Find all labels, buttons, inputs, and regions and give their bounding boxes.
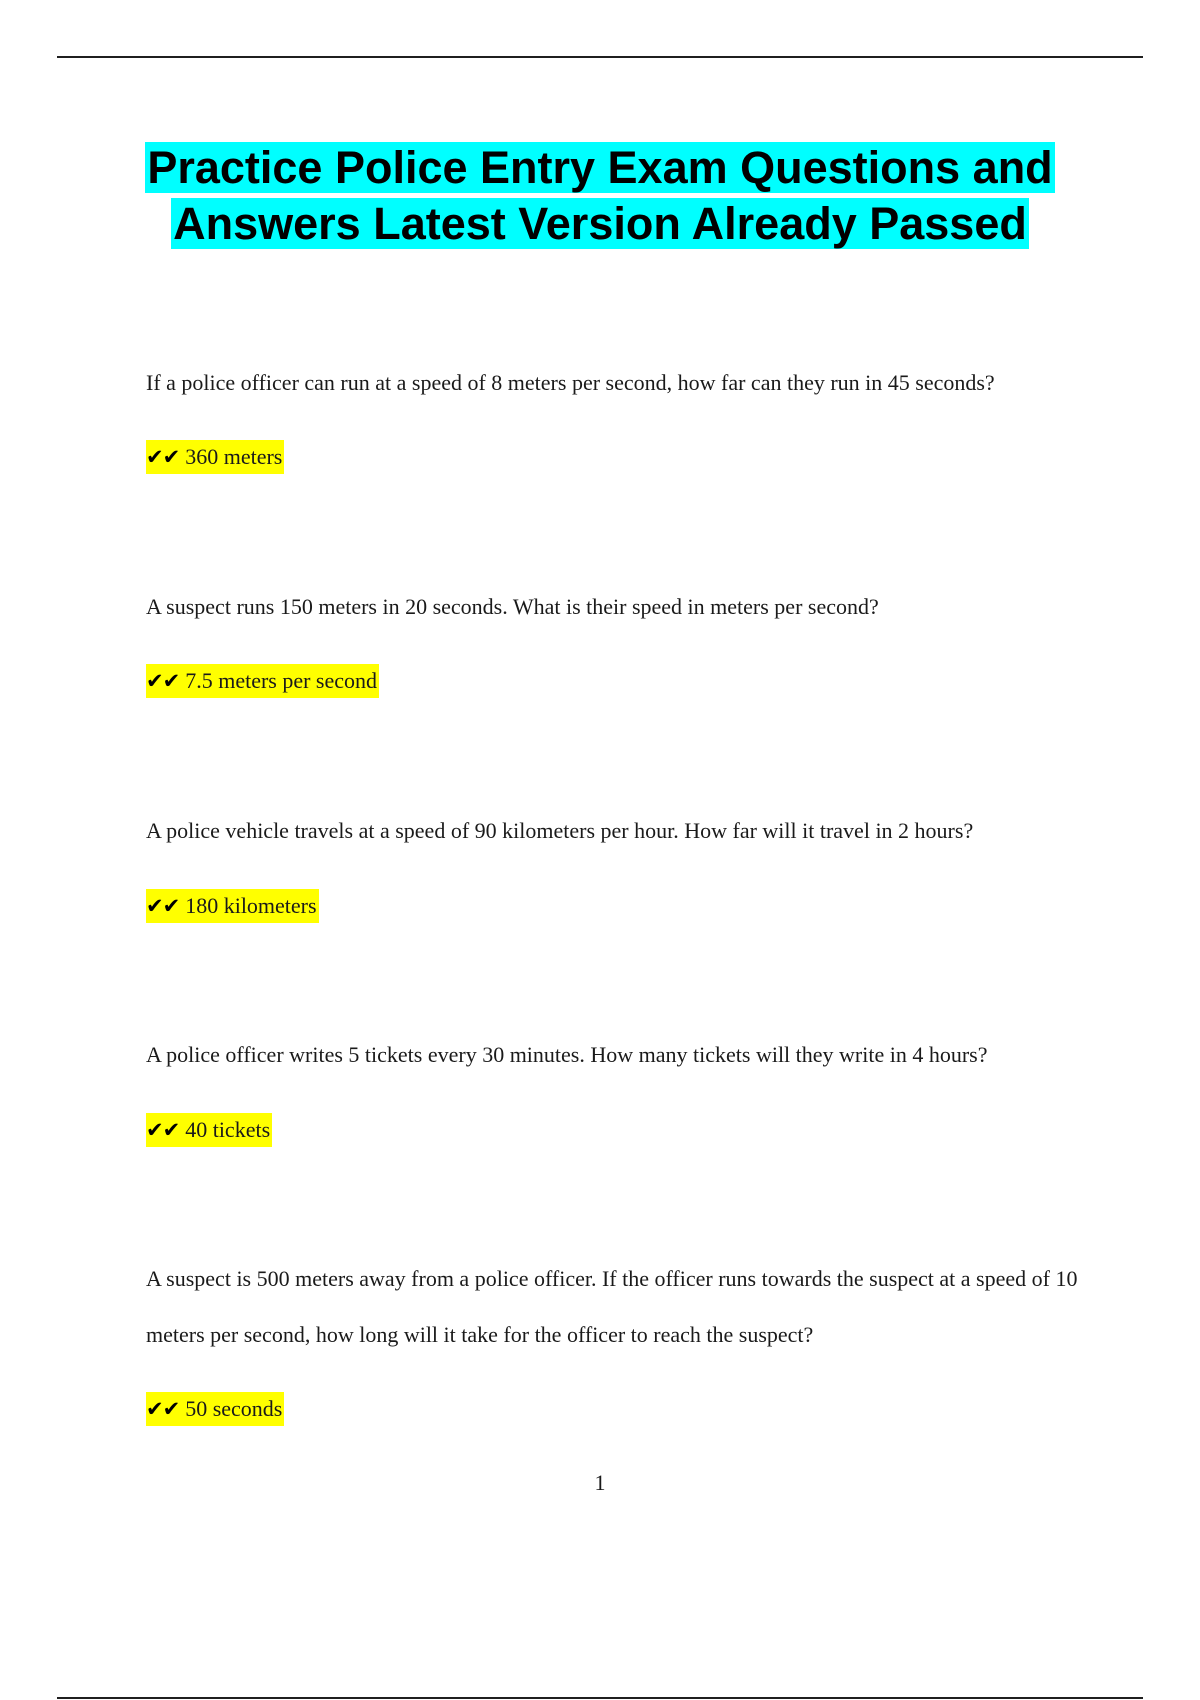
double-check-icon: ✔✔ xyxy=(146,445,180,469)
header-rule xyxy=(57,56,1143,58)
page-number: 1 xyxy=(594,1470,606,1495)
answer-5 xyxy=(146,1392,284,1426)
question-5: A suspect is 500 meters away from a police officer. If the officer runs towards the suspect at a speed of 10 meters per second, how long will it take for the officer to reach the suspect? xyxy=(146,1266,1078,1347)
question-2: A suspect runs 150 meters in 20 seconds. What is their speed in meters per second? xyxy=(146,594,879,619)
answer-5-text: 50 seconds xyxy=(185,1396,283,1421)
title-block xyxy=(60,140,1140,252)
answer-1 xyxy=(146,440,284,474)
answer-4 xyxy=(146,1113,272,1147)
answer-4-text: 40 tickets xyxy=(185,1117,271,1142)
answer-2 xyxy=(146,664,379,698)
answer-2-text: 7.5 meters per second xyxy=(185,668,378,693)
answer-1-text: 360 meters xyxy=(185,444,283,469)
footer-rule xyxy=(57,1697,1143,1699)
double-check-icon: ✔✔ xyxy=(146,669,180,693)
page-title: Practice Police Entry Exam Questions and Answers Latest Version Already Passed xyxy=(147,142,1053,249)
double-check-icon: ✔✔ xyxy=(146,894,180,918)
question-1: If a police officer can run at a speed of 8 meters per second, how far can they run in 45 seconds? xyxy=(146,370,995,395)
question-3: A police vehicle travels at a speed of 90 kilometers per hour. How far will it travel in 2 hours? xyxy=(146,818,974,843)
double-check-icon: ✔✔ xyxy=(146,1118,180,1142)
double-check-icon: ✔✔ xyxy=(146,1397,180,1421)
answer-3 xyxy=(146,889,319,923)
answer-3-text: 180 kilometers xyxy=(185,893,317,918)
question-4: A police officer writes 5 tickets every 30 minutes. How many tickets will they write in 4 hours? xyxy=(146,1042,988,1067)
